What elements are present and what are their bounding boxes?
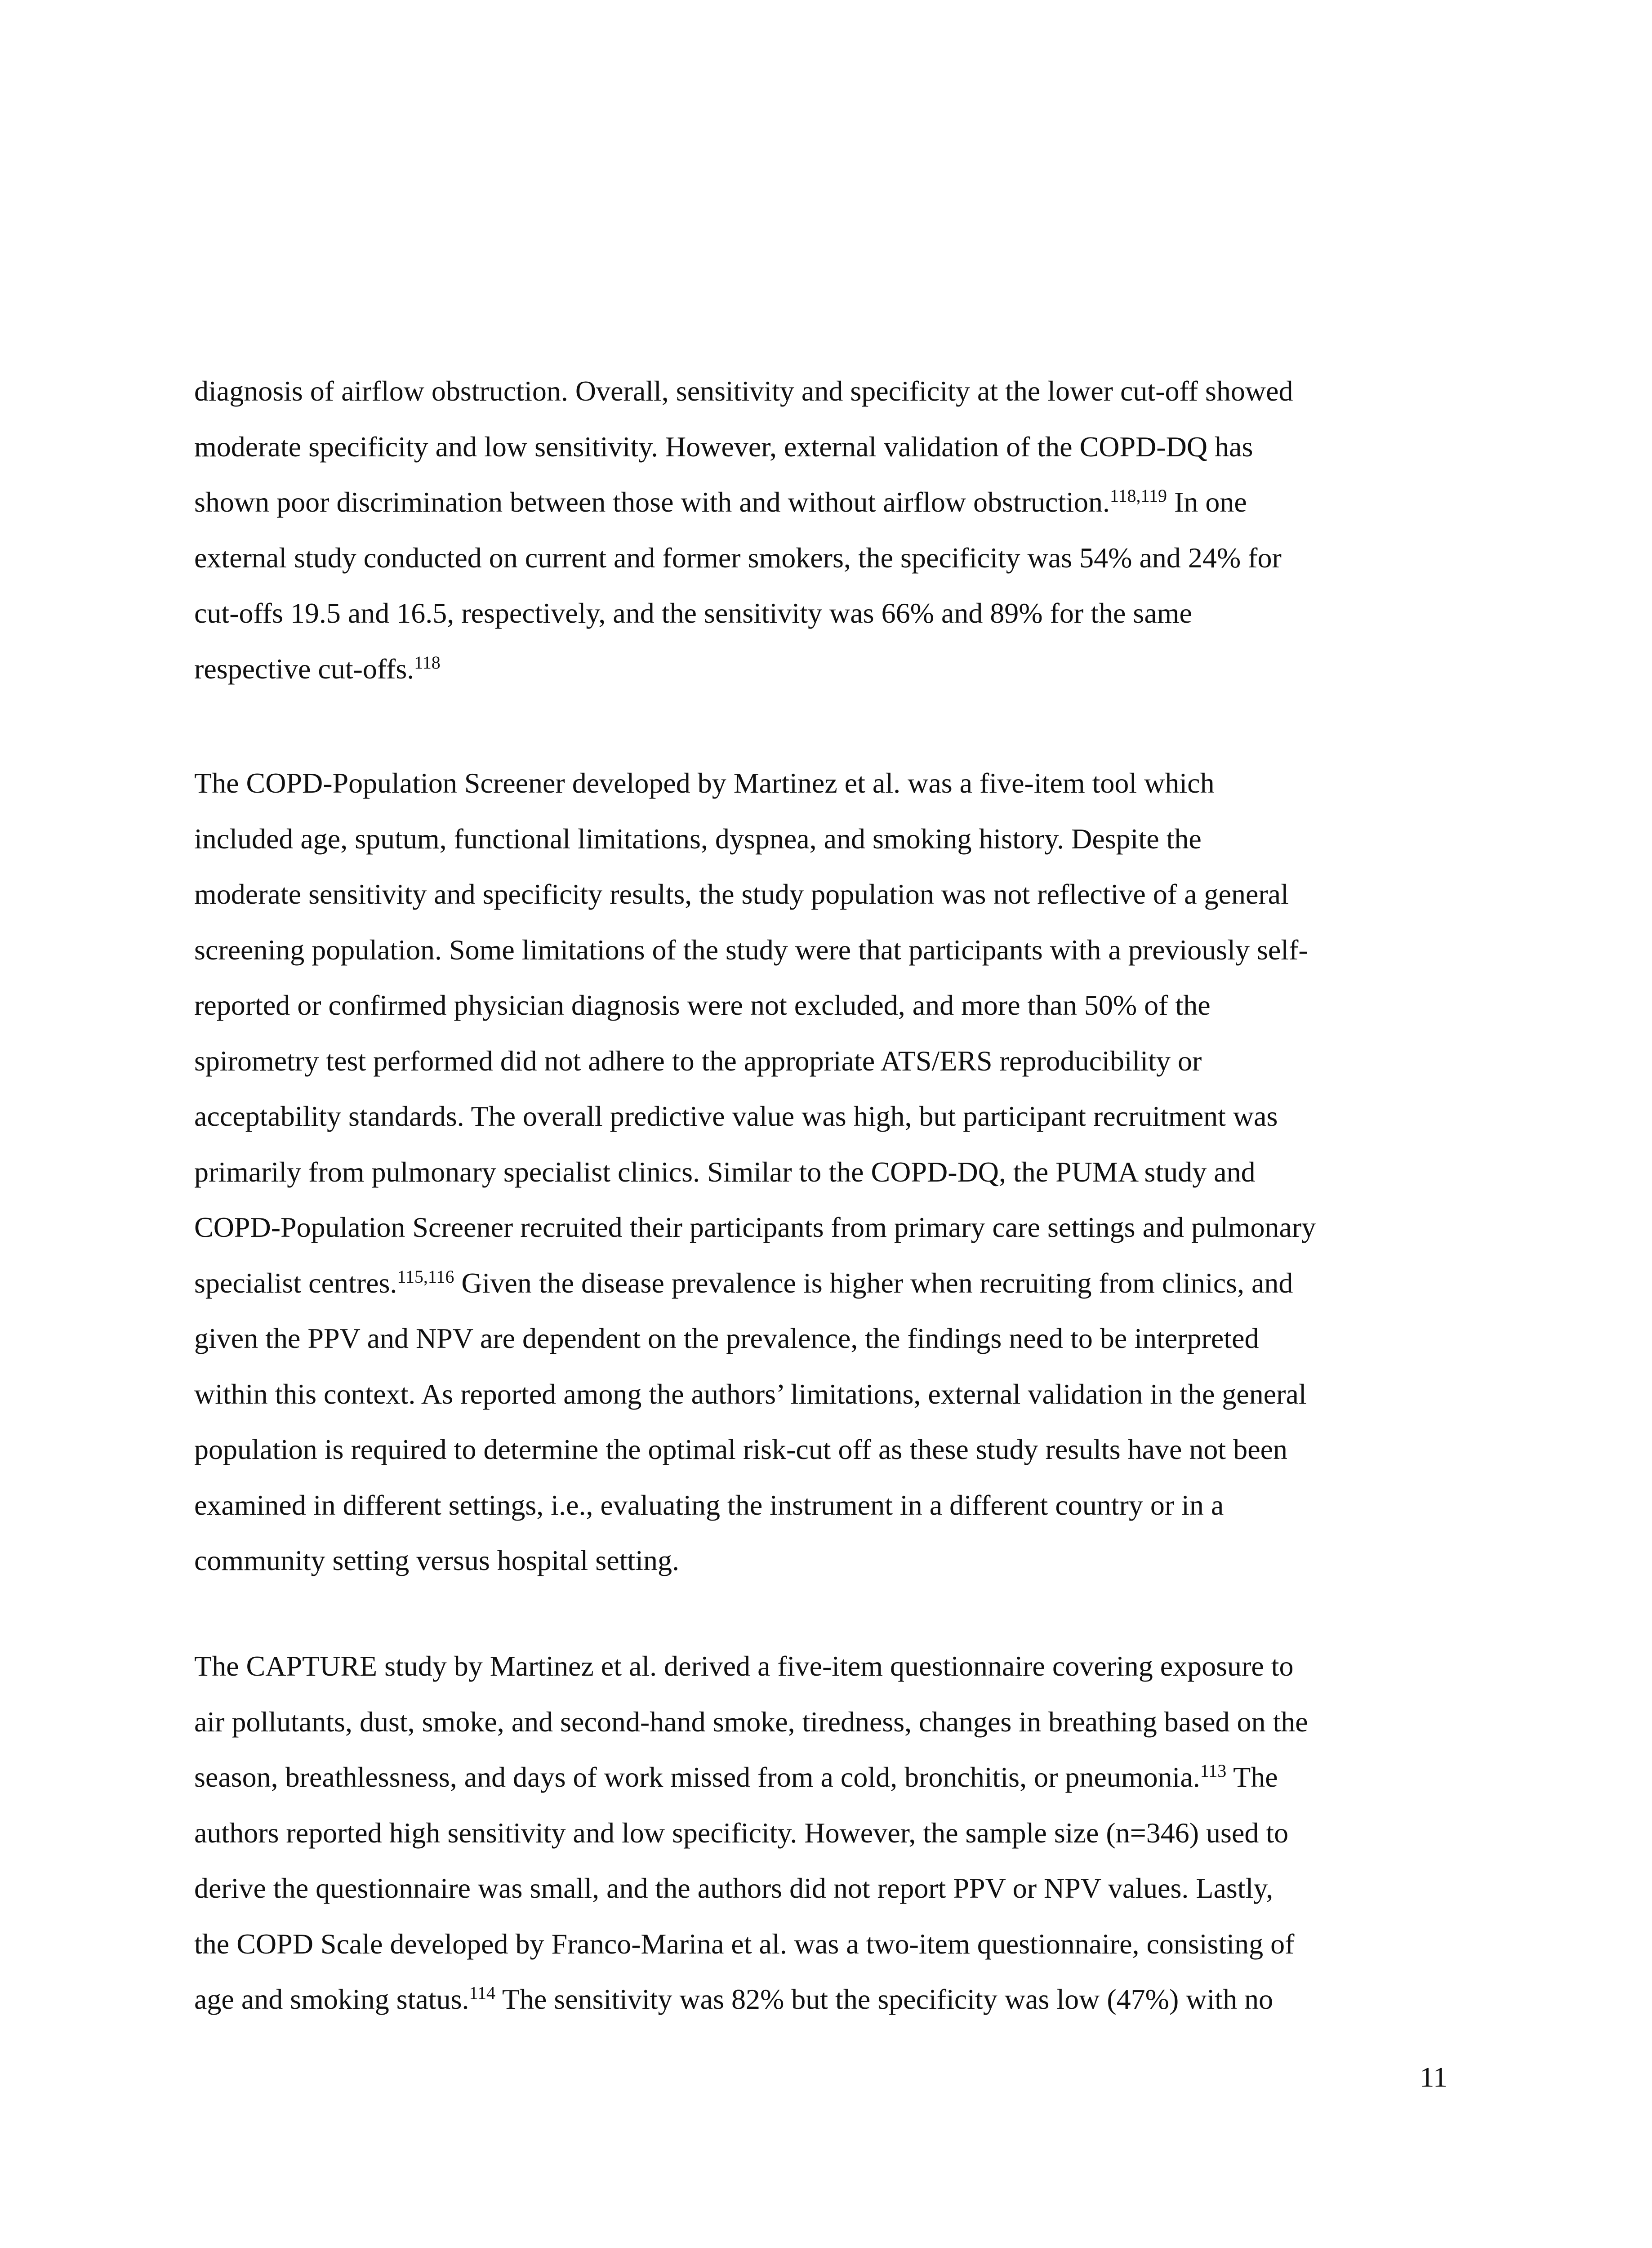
text-line xyxy=(194,1311,1455,1366)
line-text: The CAPTURE study by Martinez et al. derived a five-item questionnaire covering exposure to xyxy=(194,1650,1294,1682)
line-text: primarily from pulmonary specialist clinics. Similar to the COPD-DQ, the PUMA study and xyxy=(194,1155,1256,1188)
text-line xyxy=(194,922,1455,978)
line-text: COPD-Population Screener recruited their participants from primary care settings and pulmonary xyxy=(194,1211,1316,1243)
citation-superscript: 113 xyxy=(1200,1761,1227,1781)
line-text: shown poor discrimination between those with and without airflow obstruction. xyxy=(194,486,1110,518)
text-line xyxy=(194,530,1455,586)
line-text: moderate specificity and low sensitivity. However, external validation of the COPD-DQ has xyxy=(194,430,1253,463)
text-line xyxy=(194,1200,1455,1255)
line-text-continued: The sensitivity was 82% but the specificity was low (47%) with no xyxy=(495,1983,1274,2015)
text-line xyxy=(194,1366,1455,1422)
line-text: age and smoking status. xyxy=(194,1983,469,2015)
paragraph-3 xyxy=(194,1638,1455,2027)
line-text-continued: The xyxy=(1226,1761,1278,1793)
text-line xyxy=(194,1144,1455,1200)
line-text: reported or confirmed physician diagnosis were not excluded, and more than 50% of the xyxy=(194,989,1211,1021)
text-line xyxy=(194,977,1455,1033)
line-text: diagnosis of airflow obstruction. Overall, sensitivity and specificity at the lower cut-off showed xyxy=(194,375,1293,407)
text-line xyxy=(194,474,1455,530)
line-text: external study conducted on current and former smokers, the specificity was 54% and 24% for xyxy=(194,541,1282,574)
citation-superscript: 115,116 xyxy=(397,1266,454,1287)
citation-superscript: 118 xyxy=(414,652,441,673)
line-text: included age, sputum, functional limitations, dyspnea, and smoking history. Despite the xyxy=(194,822,1202,855)
line-text-continued: Given the disease prevalence is higher when recruiting from clinics, and xyxy=(454,1267,1293,1299)
text-line xyxy=(194,1860,1455,1916)
text-line xyxy=(194,1255,1455,1311)
text-line xyxy=(194,1422,1455,1477)
line-text: cut-offs 19.5 and 16.5, respectively, and the sensitivity was 66% and 89% for the same xyxy=(194,597,1192,629)
line-text: derive the questionnaire was small, and the authors did not report PPV or NPV values. Lastly, xyxy=(194,1872,1274,1904)
citation-superscript: 114 xyxy=(469,1983,495,2003)
line-text: season, breathlessness, and days of work missed from a cold, bronchitis, or pneumonia. xyxy=(194,1761,1200,1793)
line-text: authors reported high sensitivity and low specificity. However, the sample size (n=346) used to xyxy=(194,1816,1289,1849)
line-text: acceptability standards. The overall predictive value was high, but participant recruitment was xyxy=(194,1100,1278,1132)
text-line xyxy=(194,1805,1455,1861)
line-text: examined in different settings, i.e., evaluating the instrument in a different country or in a xyxy=(194,1489,1224,1521)
text-line xyxy=(194,1971,1455,2027)
line-text: within this context. As reported among the authors’ limitations, external validation in the general xyxy=(194,1378,1307,1410)
text-line xyxy=(194,1033,1455,1089)
text-line xyxy=(194,1749,1455,1805)
citation-superscript: 118,119 xyxy=(1110,486,1167,506)
text-line xyxy=(194,641,1455,697)
line-text: spirometry test performed did not adhere to the appropriate ATS/ERS reproducibility or xyxy=(194,1044,1202,1077)
text-line xyxy=(194,1638,1455,1694)
text-line xyxy=(194,1916,1455,1972)
text-line xyxy=(194,1477,1455,1533)
text-line xyxy=(194,419,1455,475)
text-line xyxy=(194,1088,1455,1144)
line-text: The COPD-Population Screener developed by Martinez et al. was a five-item tool which xyxy=(194,767,1215,799)
line-text: population is required to determine the optimal risk-cut off as these study results have not been xyxy=(194,1433,1287,1465)
text-line xyxy=(194,363,1455,419)
text-line xyxy=(194,585,1455,641)
paragraph-1 xyxy=(194,363,1455,696)
line-text: given the PPV and NPV are dependent on the prevalence, the findings need to be interpreted xyxy=(194,1322,1259,1354)
text-line xyxy=(194,1694,1455,1750)
line-text: specialist centres. xyxy=(194,1267,397,1299)
line-text: screening population. Some limitations of the study were that participants with a previously self- xyxy=(194,933,1308,966)
page-number: 11 xyxy=(1420,2061,1447,2093)
paragraph-2 xyxy=(194,755,1455,1588)
line-text: the COPD Scale developed by Franco-Marina et al. was a two-item questionnaire, consisting of xyxy=(194,1927,1295,1960)
line-text-continued: In one xyxy=(1167,486,1247,518)
text-line xyxy=(194,755,1455,811)
line-text: moderate sensitivity and specificity results, the study population was not reflective of a general xyxy=(194,878,1289,910)
line-text: community setting versus hospital setting. xyxy=(194,1544,680,1576)
text-line xyxy=(194,811,1455,867)
text-line xyxy=(194,866,1455,922)
text-line xyxy=(194,1533,1455,1588)
line-text: air pollutants, dust, smoke, and second-hand smoke, tiredness, changes in breathing based on the xyxy=(194,1705,1308,1738)
line-text: respective cut-offs. xyxy=(194,652,414,685)
